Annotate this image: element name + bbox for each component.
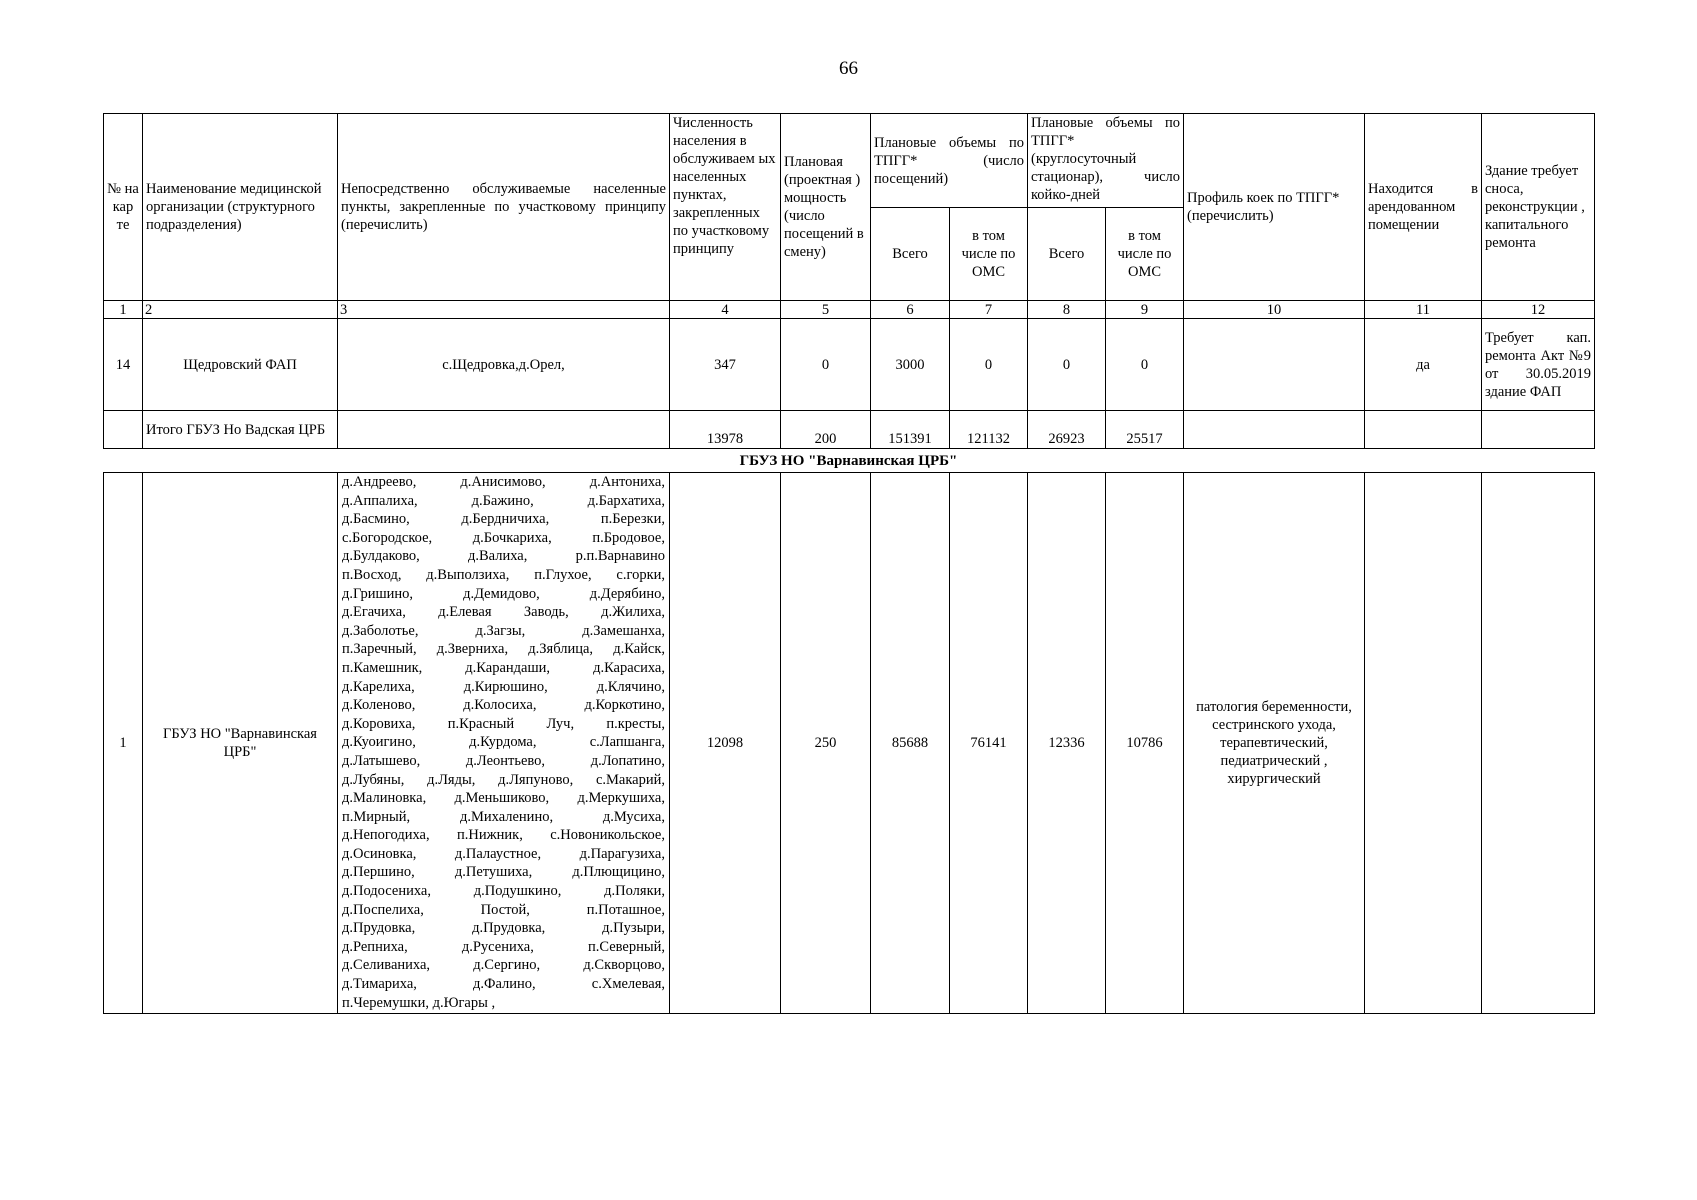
header-visits: Плановые объемы по ТПГГ* (число посещений) <box>871 114 1028 208</box>
column-number-row <box>104 301 1595 319</box>
total-beds-oms: 25517 <box>1106 411 1184 449</box>
column-number: 9 <box>1106 301 1184 319</box>
settlement-line: д.Андреево, д.Анисимово, д.Антониха, <box>342 474 665 490</box>
column-number: 2 <box>143 301 338 319</box>
column-number: 1 <box>104 301 143 319</box>
settlement-line: д.Коленово, д.Колосиха, д.Коркотино, <box>342 697 665 714</box>
settlement-line: д.Заболотье, д.Загзы, д.Замешанха, <box>342 622 665 639</box>
settlement-line: п.Черемушки, д.Югары , <box>342 994 496 1011</box>
column-number: 3 <box>338 301 670 319</box>
table-row <box>104 319 1595 411</box>
building-status: Требует кап. ремонта Акт №9 от 30.05.2019 здание ФАП <box>1482 319 1595 411</box>
settlement-line: п.Камешник, д.Карандаши, д.Карасиха, <box>342 659 665 676</box>
settlement-line: д.Егачиха, д.Елевая Заводь, д.Жилиха, <box>342 604 665 621</box>
population: 12098 <box>670 473 781 1014</box>
row-number: 14 <box>104 319 143 411</box>
settlement-line: д.Тимариха, д.Фалино, с.Хмелевая, <box>342 976 665 993</box>
column-number: 7 <box>950 301 1028 319</box>
settlement-line: д.Прудовка, д.Прудовка, д.Пузыри, <box>342 920 665 937</box>
settlement-line: д.Осиновка, д.Палаустное, д.Парагузиха, <box>342 845 665 862</box>
visits-oms: 76141 <box>950 473 1028 1014</box>
total-population: 13978 <box>670 411 781 449</box>
total-visits: 151391 <box>871 411 950 449</box>
header-org-name: Наименование медицинской организации (структурного подразделения) <box>143 114 338 301</box>
header-visits-total: Всего <box>871 208 950 301</box>
population: 347 <box>670 319 781 411</box>
total-visits-oms: 121132 <box>950 411 1028 449</box>
settlement-line: п.Мирный, д.Михаленино, д.Мусиха, <box>342 808 665 825</box>
column-number: 5 <box>781 301 871 319</box>
main-table <box>103 113 1595 449</box>
column-number: 8 <box>1028 301 1106 319</box>
header-beds-oms: в том числе по ОМС <box>1106 208 1184 301</box>
section-title: ГБУЗ НО "Варнавинская ЦРБ" <box>739 453 958 469</box>
header-building: Здание требует сноса, реконструкции , капитального ремонта <box>1482 114 1595 301</box>
settlement-line: п.Заречный, д.Зверниха, д.Зяблица, д.Кайск, <box>342 641 665 658</box>
settlement-line: д.Поспелиха, Постой, п.Поташное, <box>342 901 665 918</box>
header-row <box>104 114 1595 208</box>
visits-oms: 0 <box>950 319 1028 411</box>
header-bed-profile: Профиль коек по ТПГГ* (перечислить) <box>1184 114 1365 301</box>
capacity: 250 <box>781 473 871 1014</box>
beds-total: 12336 <box>1028 473 1106 1014</box>
rented: да <box>1365 319 1482 411</box>
bed-profile <box>1184 319 1365 411</box>
settlements-list <box>338 473 670 1014</box>
org-name: Щедровский ФАП <box>143 319 338 411</box>
settlement-line: д.Куоигино, д.Курдома, с.Лапшанга, <box>342 734 665 751</box>
table-row <box>104 473 1595 1014</box>
settlement-line: д.Булдаково, д.Валиха, р.п.Варнавино <box>342 548 665 565</box>
column-number: 10 <box>1184 301 1365 319</box>
column-number: 4 <box>670 301 781 319</box>
settlement-line: д.Подосениха, д.Подушкино, д.Поляки, <box>342 883 665 900</box>
settlement-line: п.Восход, д.Выползиха, п.Глухое, с.горки, <box>342 566 665 583</box>
beds-oms: 0 <box>1106 319 1184 411</box>
beds-oms: 10786 <box>1106 473 1184 1014</box>
header-beds-total: Всего <box>1028 208 1106 301</box>
settlement-line: д.Лубяны, д.Ляды, д.Ляпуново, с.Макарий, <box>342 771 665 788</box>
visits-total: 85688 <box>871 473 950 1014</box>
column-number: 12 <box>1482 301 1595 319</box>
building-status <box>1482 473 1595 1014</box>
settlements: с.Щедровка,д.Орел, <box>338 319 670 411</box>
header-visits-oms: в том числе по ОМС <box>950 208 1028 301</box>
org-name: ГБУЗ НО "Варнавинская ЦРБ" <box>143 473 338 1014</box>
header-map-number: № на кар те <box>104 114 143 301</box>
page-number: 66 <box>839 58 858 79</box>
settlement-line: д.Малиновка, д.Меньшиково, д.Меркушиха, <box>342 790 665 807</box>
settlement-line: д.Аппалиха, д.Бажино, д.Бархатиха, <box>342 492 665 509</box>
total-beds: 26923 <box>1028 411 1106 449</box>
row-number: 1 <box>104 473 143 1014</box>
header-population: Численность населения в обслуживаем ых населенных пунктах, закрепленных по участковому принципу <box>670 114 781 301</box>
settlement-line: д.Непогодиха, п.Нижник, с.Новоникольское, <box>342 827 665 844</box>
settlement-line: д.Басмино, д.Бердничиха, п.Березки, <box>342 511 665 528</box>
settlement-line: д.Коровиха, п.Красный Луч, п.кресты, <box>342 715 665 732</box>
settlement-line: д.Карелиха, д.Кирюшино, д.Клячино, <box>342 678 665 695</box>
settlement-line: д.Першино, д.Петушиха, д.Плющицино, <box>342 864 665 881</box>
settlement-line: д.Гришино, д.Демидово, д.Дерябино, <box>342 585 665 602</box>
header-capacity: Плановая (проектная ) мощность (число посещений в смену) <box>781 114 871 301</box>
total-row <box>104 411 1595 449</box>
section-table <box>103 472 1595 1014</box>
header-beds: Плановые объемы по ТПГГ* (круглосуточный стационар), число койко-дней <box>1028 114 1184 208</box>
header-settlements: Непосредственно обслуживаемые населенные пункты, закрепленные по участковому принципу (перечислить) <box>338 114 670 301</box>
total-label: Итого ГБУЗ Но Вадская ЦРБ <box>143 411 338 449</box>
capacity: 0 <box>781 319 871 411</box>
rented <box>1365 473 1482 1014</box>
settlement-line: д.Репниха, д.Русениха, п.Северный, <box>342 938 665 955</box>
header-rented: Находится в арендованном помещении <box>1365 114 1482 301</box>
settlement-line: д.Латышево, д.Леонтьево, д.Лопатино, <box>342 752 665 769</box>
settlement-line: с.Богородское, д.Бочкариха, п.Бродовое, <box>342 529 665 546</box>
beds-total: 0 <box>1028 319 1106 411</box>
visits-total: 3000 <box>871 319 950 411</box>
total-capacity: 200 <box>781 411 871 449</box>
column-number: 6 <box>871 301 950 319</box>
column-number: 11 <box>1365 301 1482 319</box>
settlement-line: д.Селиваниха, д.Сергино, д.Скворцово, <box>342 957 665 974</box>
bed-profile: патология беременности, сестринского ухода, терапевтический, педиатрический , хирургический <box>1184 473 1365 1014</box>
